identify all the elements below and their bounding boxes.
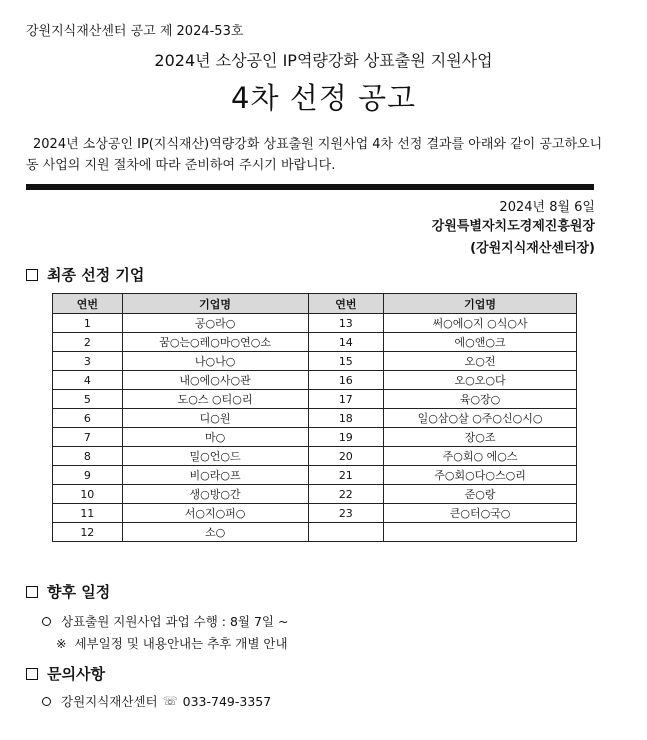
circle-bullet-icon: [42, 697, 51, 706]
company-name-cell: 비○라○프: [122, 466, 308, 485]
company-name-cell: 육○장○: [384, 390, 577, 409]
square-bullet-icon: [26, 668, 38, 680]
notice-number: 강원지식재산센터 공고 제 2024-53호: [26, 24, 244, 39]
row-number-cell: 9: [53, 466, 123, 485]
page-title: 4차 선정 공고: [231, 81, 416, 115]
schedule-note: [56, 634, 288, 652]
section-heading-selected: [26, 264, 144, 285]
section-heading-schedule: [26, 581, 110, 602]
company-name-cell: 나○나○: [122, 352, 308, 371]
section-heading-text: 최종 선정 기업: [47, 266, 145, 284]
row-number-cell: 16: [308, 371, 384, 390]
table-row: [53, 447, 577, 466]
section-heading-text: 향후 일정: [47, 583, 111, 601]
table-row: [53, 333, 577, 352]
table-row: [53, 371, 577, 390]
column-header: 기업명: [384, 294, 577, 314]
company-name-cell: [384, 523, 577, 542]
row-number-cell: 13: [308, 314, 384, 333]
phone-icon: ☏: [162, 694, 178, 708]
company-name-cell: 서○지○퍼○: [122, 504, 308, 523]
company-name-cell: 도○스 ○티○리: [122, 390, 308, 409]
row-number-cell: 19: [308, 428, 384, 447]
table-row: [53, 352, 577, 371]
company-name-cell: 꿈○는○레○마○연○소: [122, 333, 308, 352]
contact-item: [42, 692, 271, 710]
notice-subtitle: 2024년 소상공인 IP역량강화 상표출원 지원사업: [154, 51, 493, 70]
column-header: 연번: [308, 294, 384, 314]
row-number-cell: 15: [308, 352, 384, 371]
company-name-cell: 일○삼○살 ○주○신○시○: [384, 409, 577, 428]
square-bullet-icon: [26, 586, 38, 598]
table-row: [53, 504, 577, 523]
row-number-cell: 12: [53, 523, 123, 542]
schedule-item: [42, 612, 288, 630]
company-name-cell: 내○에○사○관: [122, 371, 308, 390]
company-name-cell: 주○회○다○스○리: [384, 466, 577, 485]
intro-line-1: 2024년 소상공인 IP(지식재산)역량강화 상표출원 지원사업 4차 선정 결과를 아래와 같이 공고하오니: [33, 137, 603, 152]
selected-companies-table: [52, 293, 577, 542]
table-row: [53, 314, 577, 333]
issuer-name: 강원특별자치도경제진흥원장: [431, 219, 595, 234]
table-row: [53, 428, 577, 447]
row-number-cell: 4: [53, 371, 123, 390]
section-heading-contact: [26, 663, 105, 684]
schedule-note-text: 세부일정 및 내용안내는 추후 개별 안내: [74, 636, 288, 651]
table-row: [53, 390, 577, 409]
reference-mark-icon: ※: [56, 635, 67, 651]
row-number-cell: 23: [308, 504, 384, 523]
company-name-cell: 주○회○ 에○스: [384, 447, 577, 466]
company-name-cell: 디○원: [122, 409, 308, 428]
table-body: [53, 314, 577, 542]
table-row: [53, 409, 577, 428]
company-name-cell: 준○랑: [384, 485, 577, 504]
company-name-cell: 생○방○간: [122, 485, 308, 504]
company-name-cell: 큰○터○국○: [384, 504, 577, 523]
row-number-cell: 20: [308, 447, 384, 466]
column-header: 연번: [53, 294, 123, 314]
table-row: [53, 523, 577, 542]
row-number-cell: 11: [53, 504, 123, 523]
issuer-block: [432, 216, 595, 260]
contact-org: 강원지식재산센터: [61, 694, 158, 709]
table-row: [53, 485, 577, 504]
circle-bullet-icon: [42, 617, 51, 626]
row-number-cell: [308, 523, 384, 542]
schedule-item-text: 상표출원 지원사업 과업 수행 : 8월 7일 ~: [61, 614, 289, 629]
row-number-cell: 7: [53, 428, 123, 447]
row-number-cell: 6: [53, 409, 123, 428]
row-number-cell: 5: [53, 390, 123, 409]
company-name-cell: 오○전: [384, 352, 577, 371]
row-number-cell: 14: [308, 333, 384, 352]
company-name-cell: 마○: [122, 428, 308, 447]
company-name-cell: 밀○언○드: [122, 447, 308, 466]
row-number-cell: 17: [308, 390, 384, 409]
row-number-cell: 22: [308, 485, 384, 504]
company-name-cell: 써○에○지 ○식○사: [384, 314, 577, 333]
square-bullet-icon: [26, 269, 38, 281]
company-name-cell: 에○앤○크: [384, 333, 577, 352]
company-name-cell: 소○: [122, 523, 308, 542]
company-name-cell: 공○라○: [122, 314, 308, 333]
divider: [26, 184, 594, 190]
row-number-cell: 18: [308, 409, 384, 428]
contact-phone: 033-749-3357: [182, 693, 272, 709]
company-name-cell: 오○오○다: [384, 371, 577, 390]
row-number-cell: 2: [53, 333, 123, 352]
row-number-cell: 3: [53, 352, 123, 371]
table-row: [53, 466, 577, 485]
intro-line-2: 동 사업의 지원 절차에 따라 준비하여 주시기 바랍니다.: [26, 158, 336, 173]
notice-date: 2024년 8월 6일: [499, 200, 595, 215]
row-number-cell: 21: [308, 466, 384, 485]
section-heading-text: 문의사항: [47, 665, 105, 683]
row-number-cell: 8: [53, 447, 123, 466]
company-name-cell: 장○조: [384, 428, 577, 447]
table-header-row: [53, 294, 577, 314]
intro-paragraph: [26, 134, 626, 176]
issuer-subname: (강원지식재산센터장): [470, 241, 595, 256]
row-number-cell: 1: [53, 314, 123, 333]
row-number-cell: 10: [53, 485, 123, 504]
column-header: 기업명: [122, 294, 308, 314]
